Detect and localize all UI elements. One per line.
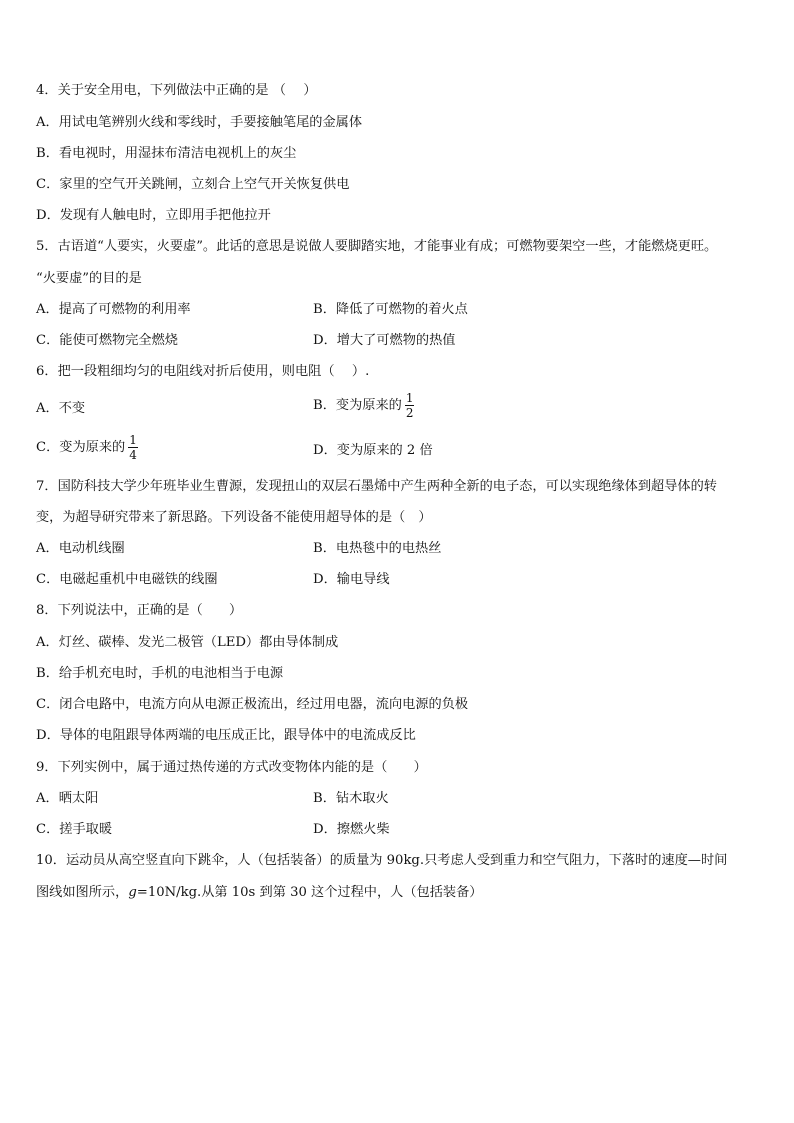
q5-option-c: C．能使可燃物完全燃烧: [36, 333, 178, 348]
q6-option-a: A．不变: [36, 401, 86, 416]
q9-stem: 9．下列实例中，属于通过热传递的方式改变物体内能的是（ ）: [36, 760, 427, 775]
fraction-one-half: [405, 392, 415, 419]
fraction-one-quarter: [128, 434, 138, 461]
q9-option-c: C．搓手取暖: [36, 822, 113, 837]
q8-option-b: B．给手机充电时，手机的电池相当于电源: [36, 666, 284, 681]
q4-option-b: B．看电视时，用湿抹布清洁电视机上的灰尘: [36, 146, 297, 161]
q10-stem-line2: [36, 884, 483, 902]
q7-option-a: A．电动机线圈: [36, 541, 125, 556]
fraction-numerator: 1: [129, 433, 137, 447]
q5-stem-line1: 5．古语道“人要实，火要虚”。此话的意思是说做人要脚踏实地，才能事业有成；可燃物要架空一些，才能燃烧更旺。: [36, 239, 718, 254]
q9-option-d: D．擦燃火柴: [313, 822, 390, 837]
gravity-symbol: g: [128, 885, 137, 900]
fraction-denominator: 4: [129, 448, 137, 462]
q5-option-d: D．增大了可燃物的热值: [313, 333, 456, 348]
q10-stem-line2-b: =10N/kg.从第 10s 到第 30 这个过程中，人（包括装备）: [136, 885, 483, 900]
q7-stem-line1: 7．国防科技大学少年班毕业生曹源，发现扭山的双层石墨烯中产生两种全新的电子态，可以实现绝缘体到超导体的转: [36, 479, 717, 494]
fraction-numerator: 1: [405, 391, 414, 405]
q6-option-c: [36, 434, 138, 461]
q4-option-c: C．家里的空气开关跳闸，立刻合上空气开关恢复供电: [36, 177, 350, 192]
q8-stem: 8．下列说法中，正确的是（ ）: [36, 603, 243, 618]
q7-stem-line2: 变，为超导研究带来了新思路。下列设备不能使用超导体的是（ ）: [36, 510, 432, 525]
q8-option-d: D．导体的电阻跟导体两端的电压成正比，跟导体中的电流成反比: [36, 728, 416, 743]
q4-option-d: D．发现有人触电时，立即用手把他拉开: [36, 208, 271, 223]
q4-option-a: A．用试电笔辨别火线和零线时，手要接触笔尾的金属体: [36, 115, 363, 130]
q9-option-a: A．晒太阳: [36, 791, 99, 806]
q10-stem-line1: 10．运动员从高空竖直向下跳伞，人（包括装备）的质量为 90kg.只考虑人受到重力和空气阻力，下落时的速度—时间: [36, 853, 728, 868]
fraction-denominator: 2: [405, 406, 414, 420]
q7-option-c: C．电磁起重机中电磁铁的线圈: [36, 572, 218, 587]
q6-option-c-text: C．变为原来的: [36, 440, 126, 455]
q6-option-b-text: B．变为原来的: [313, 398, 402, 413]
q5-option-a: A．提高了可燃物的利用率: [36, 302, 191, 317]
q6-stem: 6．把一段粗细均匀的电阻线对折后使用，则电阻（ ）.: [36, 364, 370, 379]
q10-stem-line2-a: 图线如图所示，: [36, 885, 129, 900]
q7-option-b: B．电热毯中的电热丝: [313, 541, 442, 556]
q8-option-c: C．闭合电路中，电流方向从电源正极流出，经过用电器，流向电源的负极: [36, 697, 469, 712]
q7-option-d: D．输电导线: [313, 572, 390, 587]
q4-stem: 4．关于安全用电，下列做法中正确的是 （ ）: [36, 83, 317, 98]
q5-stem-line2: “火要虚”的目的是: [36, 271, 142, 286]
q6-option-d: D．变为原来的 2 倍: [313, 443, 433, 458]
q5-option-b: B．降低了可燃物的着火点: [313, 302, 468, 317]
q8-option-a: A．灯丝、碳棒、发光二极管（LED）都由导体制成: [36, 635, 339, 650]
q6-option-b: [313, 392, 414, 419]
q9-option-b: B．钻木取火: [313, 791, 389, 806]
